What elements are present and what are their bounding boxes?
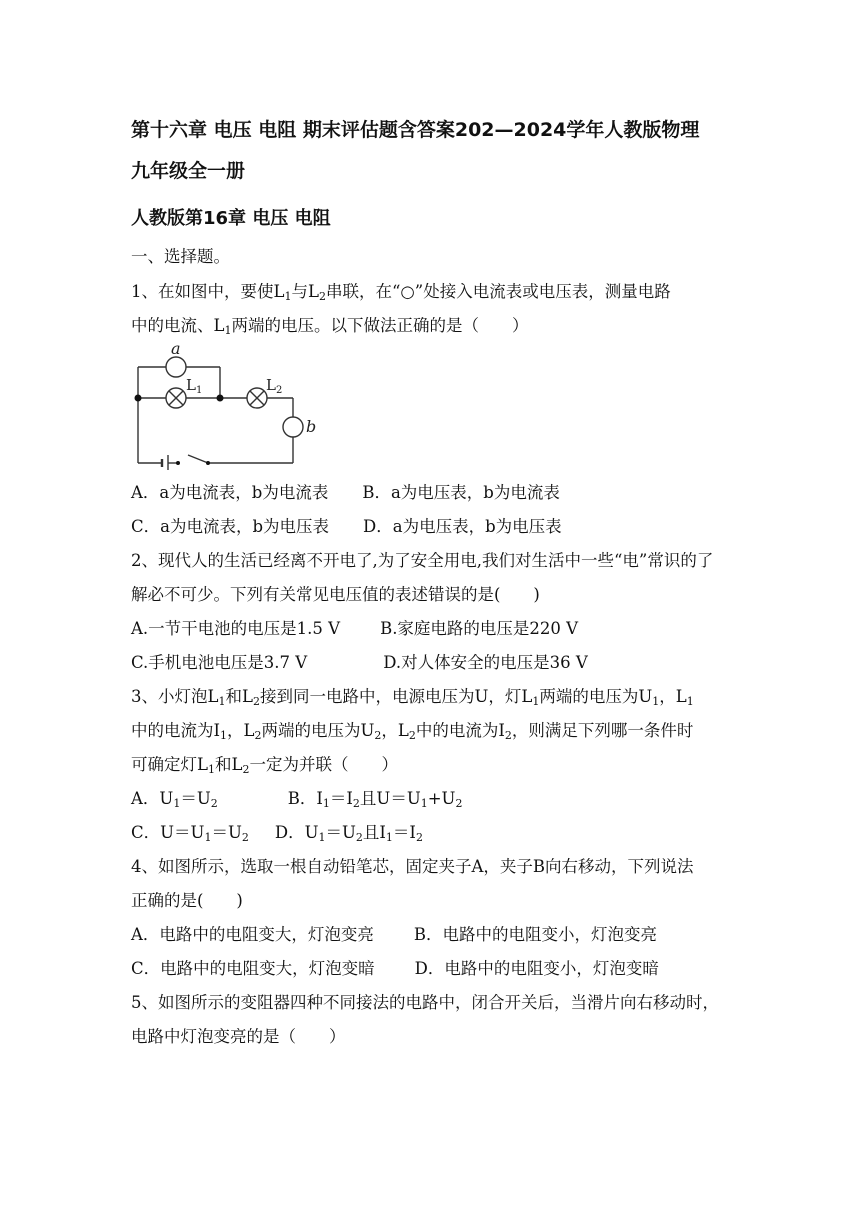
label-L2: $L_2$ (266, 376, 283, 396)
q4-options-row2 (131, 958, 659, 980)
q2-option-a: A.一节干电池的电压是1.5 V (131, 619, 341, 638)
label-b: b (306, 417, 317, 436)
q3-stem-line3: 可确定灯$L_1$和$L_2$一定为并联（ ） (131, 755, 398, 776)
switch-icon (188, 455, 208, 463)
q2-options-row1 (131, 618, 578, 640)
q1-stem-line1: 1、在如图中，要使$L_1$与$L_2$串联，在“○”处接入电流表或电压表，测量电路 (131, 282, 671, 303)
q2-option-c: C.手机电池电压是3.7 V (131, 653, 308, 672)
switch-contact (206, 461, 210, 465)
q1-stem-line2: 中的电流、$L_1$两端的电压。以下做法正确的是（ ） (131, 316, 529, 337)
q4-stem-line2: 正确的是( ) (131, 891, 243, 910)
q4-option-b: B．电路中的电阻变小，灯泡变亮 (413, 925, 658, 944)
section-heading: 一、选择题。 (131, 247, 230, 266)
q4-option-d: D．电路中的电阻变小，灯泡变暗 (414, 959, 659, 978)
q3-option-b: B．$I_1=I_2$且$U=U_1+U_2$ (287, 789, 463, 810)
q3-options-row2 (131, 822, 423, 849)
q5-stem-line2: 电路中灯泡变亮的是（ ） (131, 1027, 346, 1046)
label-L1: $L_1$ (186, 376, 203, 396)
doc-title-line2: 九年级全一册 (131, 160, 246, 182)
junction-dot (217, 395, 224, 402)
q3-option-c: C．$U=U_1=U_2$ (131, 823, 249, 844)
q1-options-row2 (131, 516, 562, 538)
doc-title-line1: 第十六章 电压 电阻 期末评估题含答案202—2024学年人教版物理 (131, 119, 700, 141)
q1-options-row1 (131, 482, 560, 504)
q3-stem-line1: 3、小灯泡$L_1$和$L_2$接到同一电路中，电源电压为U，灯$L_1$两端的电压为$U_1$，$L_1$ (131, 687, 694, 708)
q3-options-row1 (131, 788, 462, 815)
q4-option-a: A．电路中的电阻变大，灯泡变亮 (131, 925, 374, 944)
q1-option-b: B．a为电压表，b为电流表 (362, 483, 560, 502)
q1-circuit-diagram (128, 335, 328, 470)
q3-option-d: D．$U_1=U_2$且$I_1=I_2$ (274, 823, 423, 844)
meter-a-icon (166, 357, 186, 377)
q2-stem-line1: 2、现代人的生活已经离不开电了,为了安全用电,我们对生活中一些“电”常识的了 (131, 551, 714, 570)
q4-stem-line1: 4、如图所示，选取一根自动铅笔芯，固定夹子A，夹子B向右移动，下列说法 (131, 857, 694, 876)
q3-stem-line2: 中的电流为$I_1$，$L_2$两端的电压为$U_2$，$L_2$中的电流为$I_2$，则满足下列哪一条件时 (131, 721, 694, 742)
q1-option-a: A．a为电流表，b为电流表 (131, 483, 329, 502)
label-a: a (171, 339, 181, 358)
q2-option-b: B.家庭电路的电压是220 V (380, 619, 579, 638)
q5-stem-line1: 5、如图所示的变阻器四种不同接法的电路中，闭合开关后，当滑片向右移动时， (131, 993, 719, 1012)
q4-option-c: C．电路中的电阻变大，灯泡变暗 (131, 959, 375, 978)
junction-dot (135, 395, 142, 402)
q2-stem-line2: 解必不可少。下列有关常见电压值的表述错误的是( ) (131, 585, 540, 604)
q1-option-d: D．a为电压表，b为电压表 (363, 517, 562, 536)
switch-contact (176, 461, 180, 465)
meter-b-icon (283, 417, 303, 437)
q1-option-c: C．a为电流表，b为电压表 (131, 517, 330, 536)
q2-option-d: D.对人体安全的电压是36 V (383, 653, 588, 672)
q2-options-row2 (131, 652, 588, 674)
q4-options-row1 (131, 924, 657, 946)
doc-subtitle: 人教版第16章 电压 电阻 (131, 208, 331, 229)
q3-option-a: A．$U_1=U_2$ (131, 789, 218, 810)
